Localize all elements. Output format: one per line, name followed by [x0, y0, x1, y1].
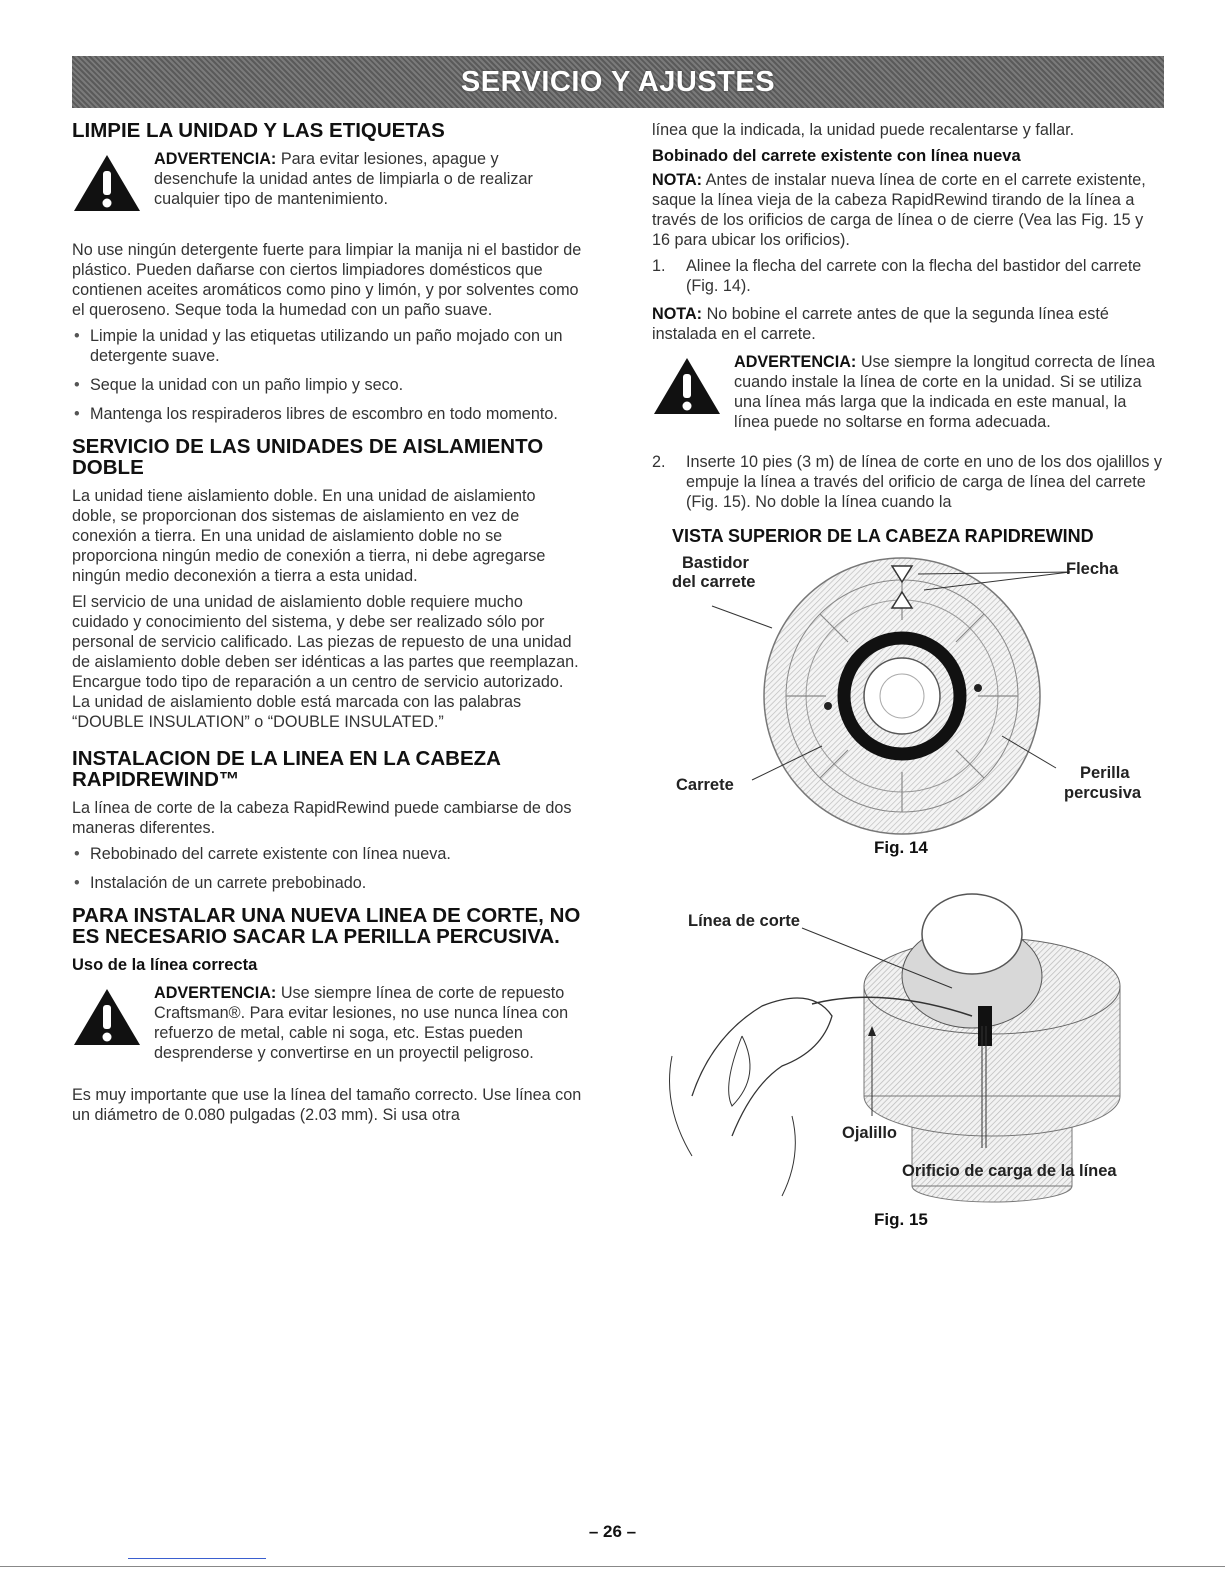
banner-title: SERVICIO Y AJUSTES	[460, 65, 776, 98]
figure-15	[652, 876, 1164, 1246]
list-item: • Rebobinado del carrete existente con línea nueva.	[72, 844, 582, 864]
warning-triangle-icon	[72, 983, 154, 1063]
page-number: – 26 –	[588, 1522, 637, 1541]
heading-no-remove-knob: PARA INSTALAR UNA NUEVA LINEA DE CORTE, NO ES NECESARIO SACAR LA PERILLA PERCUSIVA.	[72, 904, 581, 948]
label-bump-knob-line2: percusiva	[1064, 784, 1142, 802]
label-housing: Bastidor	[682, 554, 749, 572]
steps-list	[652, 452, 1164, 512]
continued-paragraph: línea que la indicada, la unidad puede recalentarse y fallar.	[652, 121, 1075, 139]
steps-list	[652, 256, 1164, 296]
list-item: • Mantenga los respiraderos libres de escombro en todo momento.	[72, 404, 582, 424]
heading-rewind-spool: Bobinado del carrete existente con línea nueva	[652, 147, 1021, 165]
service-paragraph-1: La unidad tiene aislamiento doble. En una unidad de aislamiento doble, se proporcionan dos sistemas de aislamiento en vez de conexión a tierra. En una unidad de aislamiento doble no se proporciona ningún medio de conexión a tierra, ni debe agregarse ningún medio deconexión a tierra a esta unidad.	[72, 487, 546, 585]
warning-block	[72, 983, 582, 1063]
install-bullet-list	[72, 844, 582, 893]
heading-clean-unit: LIMPIE LA UNIDAD Y LAS ETIQUETAS	[72, 119, 445, 142]
warning-block	[652, 352, 1164, 432]
warning-text: Use siempre línea de corte de repuesto Craftsman®. Para evitar lesiones, no use nunca línea con refuerzo de metal, cable ni soga, etc. Estas pueden desprenderse y convertirse en un proyectil peligroso.	[154, 984, 569, 1062]
list-item	[652, 452, 1164, 512]
figure-14	[652, 546, 1164, 876]
note-text: No bobine el carrete antes de que la segunda línea esté instalada en el carrete.	[652, 305, 1109, 343]
step-text: Alinee la flecha del carrete con la flecha del bastidor del carrete (Fig. 14).	[686, 257, 1142, 295]
label-spool: Carrete	[676, 776, 734, 794]
label-bump-knob: Perilla	[1080, 764, 1130, 782]
label-line-load-hole: Orificio de carga de la línea	[902, 1162, 1117, 1180]
warning-label: ADVERTENCIA:	[734, 353, 857, 371]
heading-install-line: INSTALACION DE LA LINEA EN LA CABEZA RAPIDREWIND™	[72, 747, 501, 791]
warning-label: ADVERTENCIA:	[154, 150, 277, 168]
list-item	[652, 256, 1164, 296]
install-paragraph: La línea de corte de la cabeza RapidRewind puede cambiarse de dos maneras diferentes.	[72, 799, 572, 837]
right-column	[652, 120, 1164, 1246]
service-paragraph-2: El servicio de una unidad de aislamiento doble requiere mucho cuidado y conocimiento del sistema, y debe ser realizado sólo por personal de servicio calificado. Las piezas de repuesto de una unidad de aislamiento doble deben ser idénticas a las partes que reemplazan. Encargue todo tipo de reparación a un centro de servicio autorizado. La unidad de aislamiento doble está marcada con las palabras “DOUBLE INSULATION” o “DOUBLE INSULATED.”	[72, 593, 579, 731]
label-arrow: Flecha	[1066, 560, 1119, 578]
figure-14-caption: Fig. 14	[874, 838, 928, 857]
clean-paragraph: No use ningún detergente fuerte para limpiar la manija ni el bastidor de plástico. Pueden dañarse con ciertos limpiadores domésticos que contienen aceites aromáticos como pino y limón, y por solventes como el queroseno. Seque toda la humedad con un paño suave.	[72, 241, 582, 319]
warning-block	[72, 149, 582, 218]
bottom-divider	[0, 1566, 1225, 1567]
label-housing-line2: del carrete	[672, 573, 756, 591]
warning-text: Use siempre la longitud correcta de línea cuando instale la línea de corte en la unidad. Si se utiliza una línea más larga que la indicada en este manual, la línea puede no soltarse en forma adecuada.	[734, 353, 1156, 431]
note-text: Antes de instalar nueva línea de corte en el carrete existente, saque la línea vieja de la cabeza RapidRewind tirando de la línea a través de los orificios de carga de línea o de cierre (Vea las Fig. 15 y 16 para ubicar los orificios).	[652, 171, 1146, 249]
warning-text: Para evitar lesiones, apague y desenchufe la unidad antes de limpiarla o de realizar cualquier tipo de mantenimiento.	[154, 150, 533, 208]
warning-triangle-icon	[652, 352, 734, 432]
left-column	[72, 120, 582, 1131]
bottom-rule-link	[128, 1558, 266, 1559]
label-eyelet: Ojalillo	[842, 1124, 898, 1142]
step-number: 2.	[652, 453, 666, 471]
label-cutting-line: Línea de corte	[688, 912, 800, 930]
heading-double-insulation: SERVICIO DE LAS UNIDADES DE AISLAMIENTO DOBLE	[72, 435, 544, 479]
step-number: 1.	[652, 257, 666, 275]
list-item: • Seque la unidad con un paño limpio y seco.	[72, 375, 582, 395]
correct-line-paragraph: Es muy importante que use la línea del tamaño correcto. Use línea con un diámetro de 0.080 pulgadas (2.03 mm). Si usa otra	[72, 1086, 582, 1124]
heading-correct-line: Uso de la línea correcta	[72, 956, 258, 974]
note-label: NOTA:	[652, 171, 703, 189]
section-banner	[72, 56, 1164, 108]
list-item: • Instalación de un carrete prebobinado.	[72, 873, 582, 893]
clean-bullet-list	[72, 326, 582, 424]
figure-title: VISTA SUPERIOR DE LA CABEZA RAPIDREWIND	[672, 526, 1094, 546]
figure-15-caption: Fig. 15	[874, 1210, 928, 1229]
warning-label: ADVERTENCIA:	[154, 984, 277, 1002]
step-text: Inserte 10 pies (3 m) de línea de corte en uno de los dos ojalillos y empuje la línea a través del orificio de carga de línea del carrete (Fig. 15). No doble la línea cuando la	[686, 453, 1163, 511]
list-item: • Limpie la unidad y las etiquetas utilizando un paño mojado con un detergente suave.	[72, 326, 582, 366]
note-label: NOTA:	[652, 305, 703, 323]
warning-triangle-icon	[72, 149, 154, 218]
